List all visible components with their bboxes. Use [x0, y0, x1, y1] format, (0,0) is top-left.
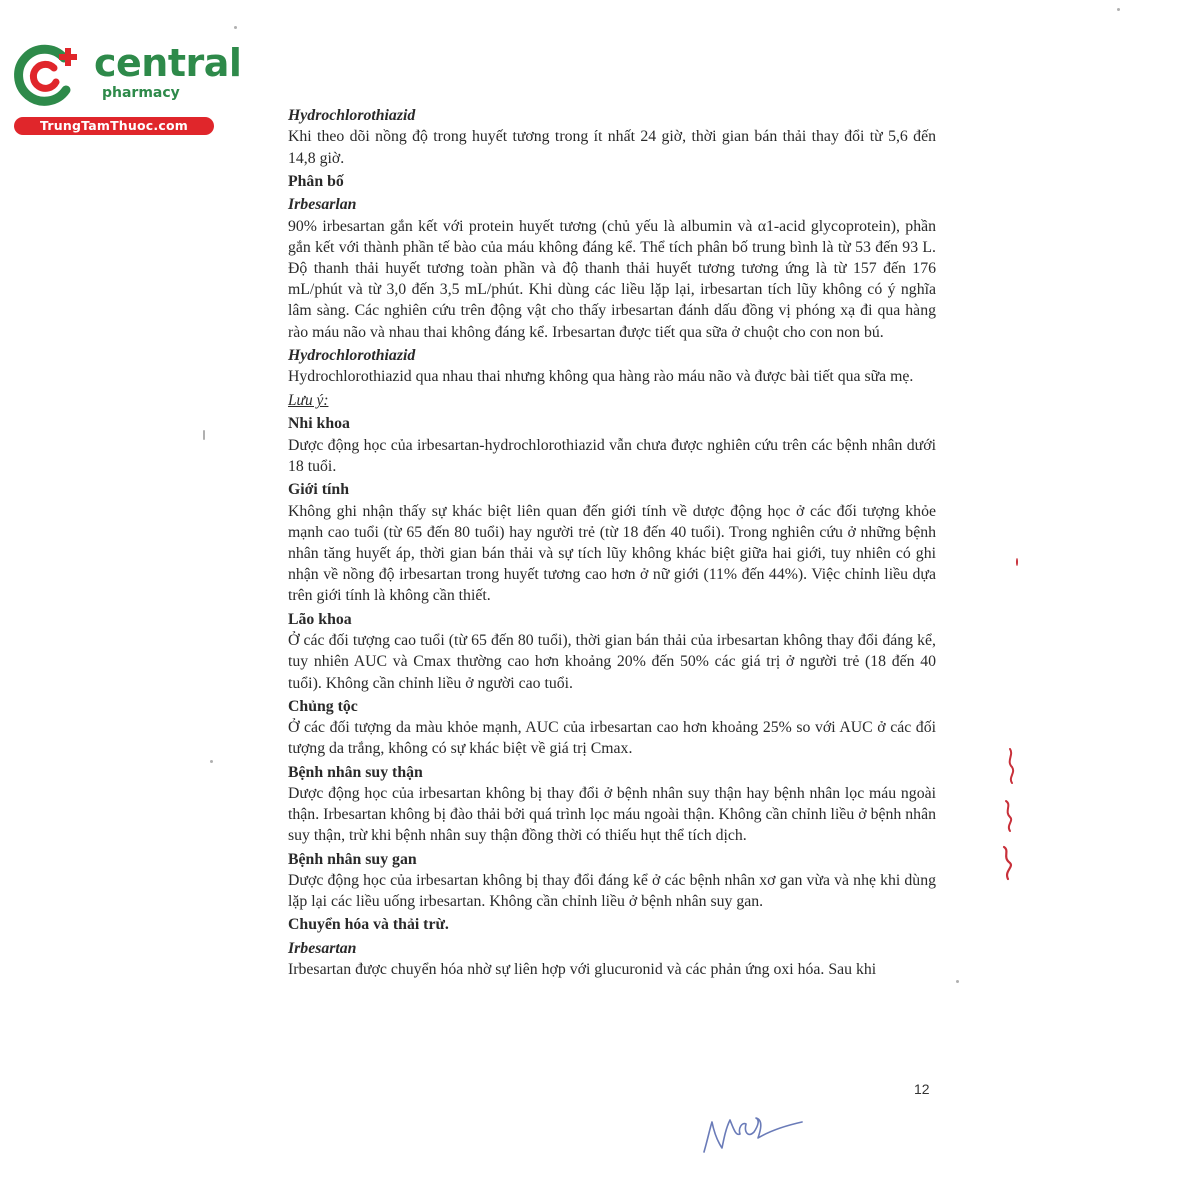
section-heading: Nhi khoa [288, 415, 350, 433]
scan-speck [1117, 8, 1120, 11]
handwritten-signature [698, 1108, 808, 1158]
paragraph: Dược động học của irbesartan không bị thay đổi ở bệnh nhân suy thận hay bệnh nhân lọc máu ngoài thận. Irbesartan không bị đào thải bởi quá trình lọc máu ngoài thận. Không cần chỉnh liều ở bệnh nhân suy thận, trừ khi bệnh nhân suy thận đồng thời có thiếu hụt thể tích dịch. [288, 784, 936, 845]
logo-sub-text: pharmacy [102, 85, 180, 101]
scan-speck [203, 430, 205, 440]
document-body [288, 103, 936, 980]
paragraph: 90% irbesartan gắn kết với protein huyết tương (chủ yếu là albumin và α1-acid glycoprotein), phần gắn kết với thành phần tế bào của máu không đáng kể. Thể tích phân bố trung bình là từ 53 đến 93 L. Độ thanh thải huyết tương toàn phần và độ thanh thải huyết tương tương ứng là từ 157 đến 176 mL/phút và từ 3,0 đến 3,5 mL/phút. Khi dùng các liều lặp lại, irbesartan tích lũy không có ý nghĩa lâm sàng. Các nghiên cứu trên động vật cho thấy irbesartan đánh dấu đồng vị phóng xạ đi qua hàng rào máu não và nhau thai không đáng kể. Irbesartan được tiết qua sữa ở chuột cho con non bú. [288, 217, 936, 341]
section-subheading: Irbesartan [288, 939, 357, 957]
scan-speck [1016, 558, 1018, 566]
section-heading: Chuyển hóa và thải trừ. [288, 916, 449, 934]
paragraph: Không ghi nhận thấy sự khác biệt liên quan đến giới tính về dược động học ở các đối tượng khỏe mạnh cao tuổi (từ 65 đến 80 tuổi) hay người trẻ (từ 18 đến 40 tuổi). Trong nghiên cứu ở những bệnh nhân tăng huyết áp, thời gian bán thải và sự tích lũy không khác biệt giữa hai giới, tuy nhiên có ghi nhận về nồng độ irbesartan trong huyết tương cao hơn ở nữ giới (11% đến 44%). Việc chỉnh liều dựa trên giới tính là không cần thiết. [288, 502, 936, 605]
scan-speck [210, 760, 213, 763]
paragraph: Irbesartan được chuyển hóa nhờ sự liên hợp với glucuronid và các phản ứng oxi hóa. Sau khi [288, 961, 877, 979]
logo-website-banner: TrungTamThuoc.com [14, 117, 214, 135]
paragraph: Ở các đối tượng da màu khỏe mạnh, AUC của irbesartan cao hơn khoảng 25% so với AUC ở các đối tượng da trắng, không có sự khác biệt về giá trị Cmax. [288, 719, 936, 758]
paragraph: Hydrochlorothiazid qua nhau thai nhưng không qua hàng rào máu não và được bài tiết qua sữa mẹ. [288, 368, 914, 386]
note-label: Lưu ý: [288, 392, 329, 410]
central-pharmacy-logo [10, 38, 242, 138]
paragraph: Ở các đối tượng cao tuổi (từ 65 đến 80 tuổi), thời gian bán thải của irbesartan không thay đổi đáng kể, tuy nhiên AUC và Cmax thường cao hơn khoảng 20% đến 50% các giá trị ở người trẻ (18 đến 40 tuổi). Không cần chỉnh liều ở người cao tuổi. [288, 632, 936, 692]
paragraph: Khi theo dõi nồng độ trong huyết tương trong ít nhất 24 giờ, thời gian bán thải thay đổi từ 5,6 đến 14,8 giờ. [288, 128, 936, 167]
section-subheading: Hydrochlorothiazid [288, 107, 416, 124]
logo-brand-text: central [94, 41, 242, 85]
scan-speck [234, 26, 237, 29]
paragraph: Dược động học của irbesartan không bị thay đổi đáng kể ở các bệnh nhân xơ gan vừa và nhẹ khi dùng lặp lại các liều uống irbesartan. Không cần chỉnh liều ở bệnh nhân suy gan. [288, 871, 936, 911]
scan-speck [956, 980, 959, 983]
section-heading: Bệnh nhân suy gan [288, 850, 417, 868]
section-subheading: Irbesarlan [288, 196, 357, 214]
pharmacy-cross-logo-icon [10, 38, 82, 110]
section-heading: Bệnh nhân suy thận [288, 763, 423, 781]
section-heading: Chủng tộc [288, 697, 358, 715]
section-heading: Giới tính [288, 481, 349, 499]
section-heading: Phân bố [288, 172, 344, 190]
section-subheading: Hydrochlorothiazid [288, 346, 416, 364]
section-heading: Lão khoa [288, 610, 352, 628]
page-number: 12 [914, 1081, 930, 1097]
paragraph: Dược động học của irbesartan-hydrochlorothiazid vẫn chưa được nghiên cứu trên các bệnh nhân dưới 18 tuổi. [288, 436, 936, 476]
stamp-marks [992, 745, 1026, 885]
